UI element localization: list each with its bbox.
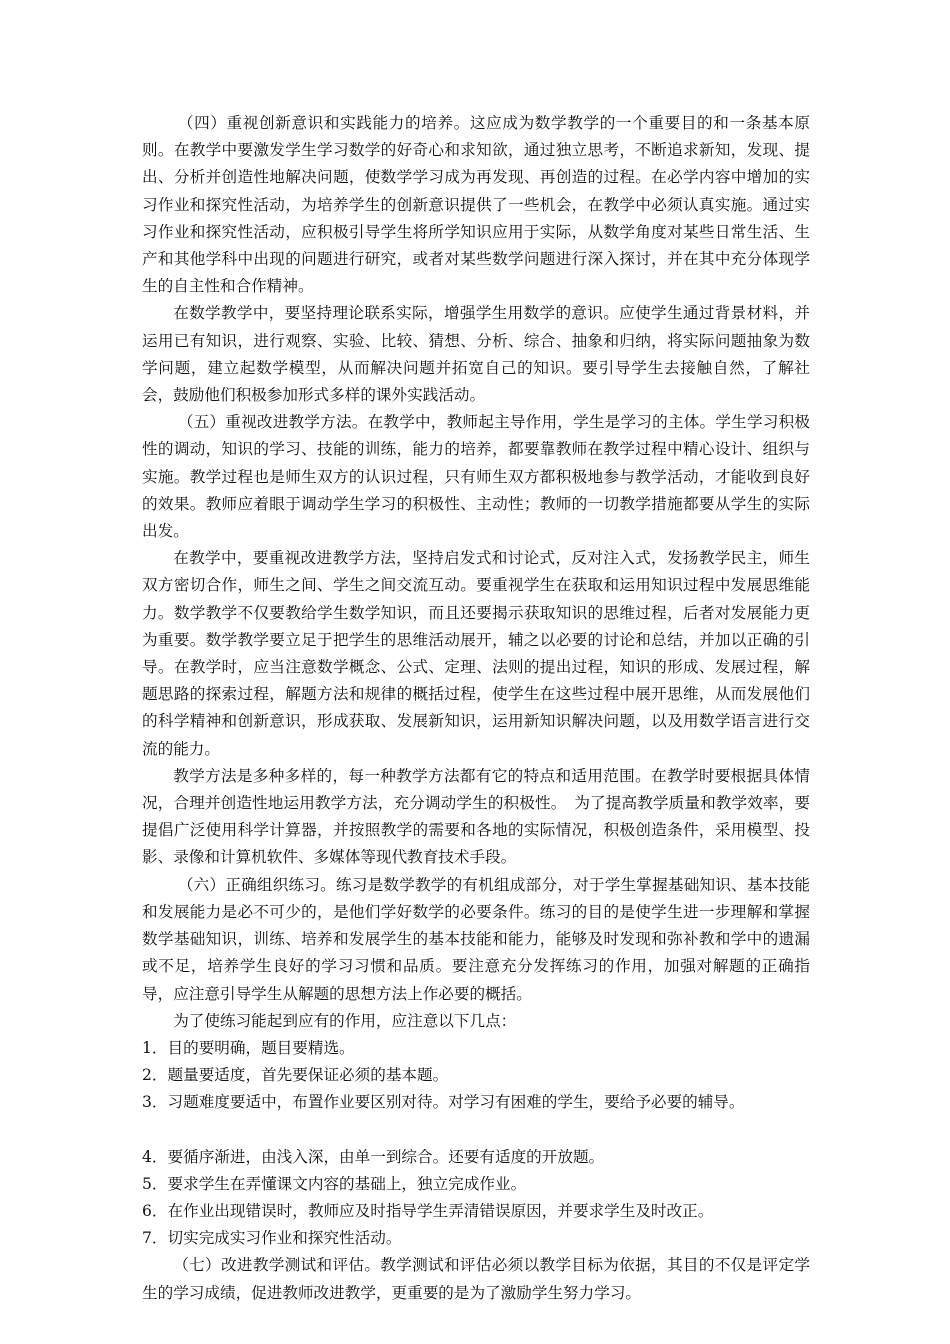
paragraph-section-7: （七）改进教学测试和评估。教学测试和评估必须以教学目标为依据，其目的不仅是评定学生的学习成绩，促进教师改进教学，更重要的是为了激励学生努力学习。: [142, 1256, 810, 1302]
paragraph-method-variety: 教学方法是多种多样的，每一种教学方法都有它的特点和适用范围。在教学时要根据具体情况，合理并创造性地运用教学方法，充分调动学生的积极性。 为了提高教学质量和教学效率，要提倡广泛使用科学计算器，并按照教学的需要和各地的实际情况，积极创造条件，采用模型、投影、录像和计算机软件、多媒体等现代教育技术手段。: [142, 766, 810, 867]
list-item: 2．题量要适度，首先要保证必须的基本题。: [142, 1066, 449, 1085]
blank-line: [142, 1117, 810, 1144]
paragraph-section-4: （四）重视创新意识和实践能力的培养。这应成为数学教学的一个重要目的和一条基本原则。在教学中要激发学生学习数学的好奇心和求知欲，通过独立思考，不断追求新知，发现、提出、分析并创造性地解决问题，使数学学习成为再发现、再创造的过程。在必学内容中增加的实习作业和探究性活动，为培养学生的创新意识提供了一些机会，在教学中必须认真实施。通过实习作业和探究性活动，应积极引导学生将所学知识应用于实际，从数学角度对某些日常生活、生产和其他学科中出现的问题进行研究，或者对某些数学问题进行深入探讨，并在其中充分体现学生的自主性和合作精神。: [142, 114, 810, 296]
paragraph-practice-intro: 为了使练习能起到应有的作用，应注意以下几点：: [173, 1011, 517, 1030]
paragraph-section-6: （六）正确组织练习。练习是数学教学的有机组成部分，对于学生掌握基础知识、基本技能和发展能力是必不可少的，是他们学好数学的必要条件。练习的目的是使学生进一步理解和掌握数学基础知识，训练、培养和发展学生的基本技能和能力，能够及时发现和弥补教和学中的遗漏或不足，培养学生良好的学习习惯和品质。要注意充分发挥练习的作用，加强对解题的正确指导，应注意引导学生从解题的思想方法上作必要的概括。: [142, 875, 810, 1003]
list-item: 4．要循序渐进，由浅入深，由单一到综合。还要有适度的开放题。: [142, 1147, 605, 1166]
paragraph-theory-practice: 在数学教学中，要坚持理论联系实际，增强学生用数学的意识。应使学生通过背景材料，并运用已有知识，进行观察、实验、比较、猜想、分析、综合、抽象和归纳，将实际问题抽象为数学问题，建立起数学模型，从而解决问题并拓宽自己的知识。要引导学生去接触自然，了解社会，鼓励他们积极参加形式多样的课外实践活动。: [142, 304, 810, 405]
list-item: 3．习题难度要适中，布置作业要区别对待。对学习有困难的学生，要给予必要的辅导。: [142, 1093, 745, 1112]
paragraph-teaching-methods: 在教学中，要重视改进教学方法，坚持启发式和讨论式，反对注入式，发扬教学民主，师生双方密切合作，师生之间、学生之间交流互动。要重视学生在获取和运用知识过程中发展思维能力。数学教学不仅要教给学生数学知识，而且还要揭示获取知识的思维过程，后者对发展能力更为重要。数学教学要立足于把学生的思维活动展开，辅之以必要的讨论和总结，并加以正确的引导。在教学时，应当注意数学概念、公式、定理、法则的提出过程，知识的形成、发展过程，解题思路的探索过程，解题方法和规律的概括过程，使学生在这些过程中展开思维，从而发展他们的科学精神和创新意识，形成获取、发展新知识，运用新知识解决问题，以及用数学语言进行交流的能力。: [142, 549, 810, 758]
document-page: [142, 110, 810, 1307]
list-item: 1．目的要明确，题目要精选。: [142, 1038, 355, 1057]
list-item: 7．切实完成实习作业和探究性活动。: [142, 1229, 402, 1248]
list-item: 5．要求学生在弄懂课文内容的基础上，独立完成作业。: [142, 1174, 527, 1193]
paragraph-section-5: （五）重视改进教学方法。在教学中，教师起主导作用，学生是学习的主体。学生学习积极性的调动，知识的学习、技能的训练，能力的培养，都要靠教师在教学过程中精心设计、组织与实施。教学过程也是师生双方的认识过程，只有师生双方都积极地参与教学活动，才能收到良好的效果。教师应着眼于调动学生学习的积极性、主动性；教师的一切教学措施都要从学生的实际出发。: [142, 413, 810, 541]
list-item: 6．在作业出现错误时，教师应及时指导学生弄清错误原因，并要求学生及时改正。: [142, 1201, 714, 1220]
